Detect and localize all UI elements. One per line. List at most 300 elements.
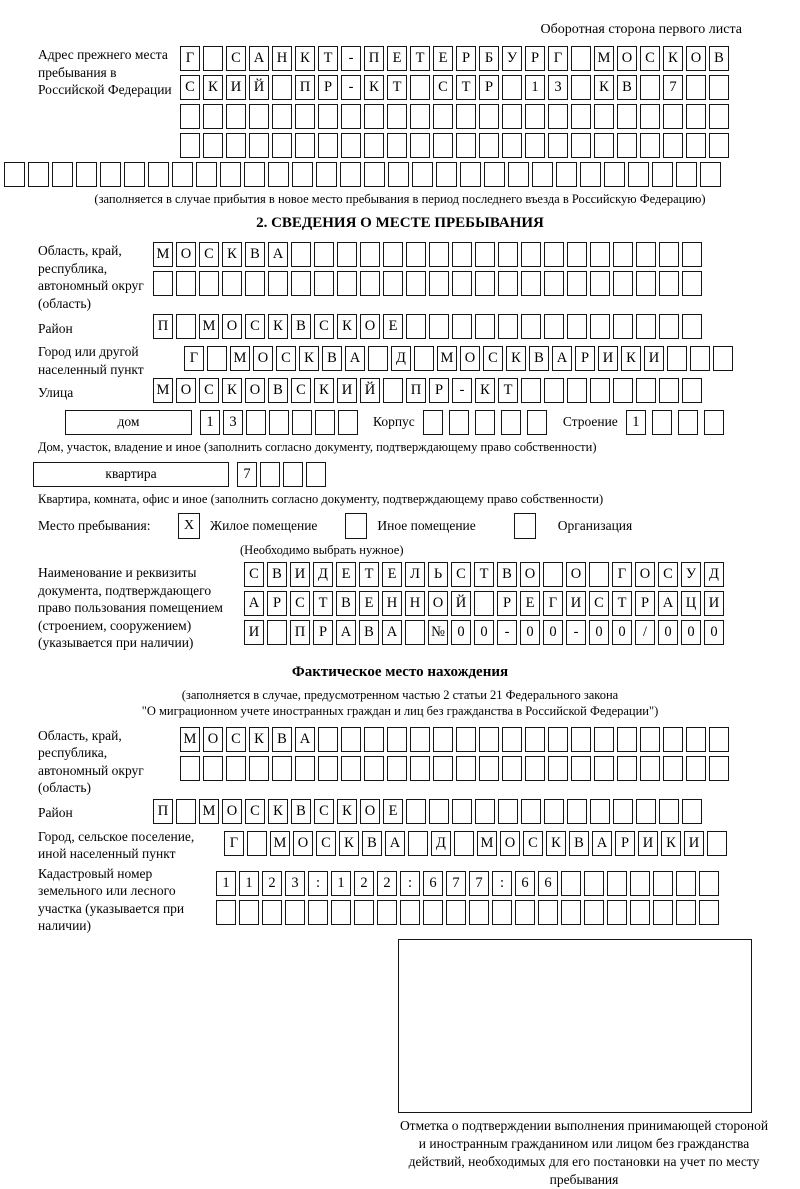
form-cell[interactable] <box>360 271 380 296</box>
form-cell[interactable] <box>663 727 683 752</box>
form-cell[interactable]: К <box>594 75 614 100</box>
form-cell[interactable]: О <box>428 591 448 616</box>
form-cell[interactable] <box>196 162 217 187</box>
form-cell[interactable]: И <box>226 75 246 100</box>
form-cell[interactable]: С <box>316 831 336 856</box>
form-cell[interactable] <box>449 410 469 435</box>
form-cell[interactable] <box>283 462 303 487</box>
form-cell[interactable]: : <box>308 871 328 896</box>
form-cell[interactable] <box>521 242 541 267</box>
form-cell[interactable] <box>433 756 453 781</box>
form-cell[interactable] <box>571 104 591 129</box>
form-cell[interactable]: О <box>500 831 520 856</box>
form-cell[interactable] <box>400 900 420 925</box>
form-cell[interactable]: И <box>638 831 658 856</box>
form-cell[interactable] <box>268 162 289 187</box>
form-cell[interactable]: 1 <box>626 410 646 435</box>
form-cell[interactable] <box>636 799 656 824</box>
form-cell[interactable] <box>383 242 403 267</box>
form-cell[interactable]: 2 <box>377 871 397 896</box>
form-cell[interactable]: К <box>222 378 242 403</box>
form-cell[interactable] <box>640 756 660 781</box>
form-cell[interactable]: С <box>291 378 311 403</box>
form-cell[interactable]: С <box>199 378 219 403</box>
form-cell[interactable] <box>567 271 587 296</box>
form-cell[interactable]: И <box>566 591 586 616</box>
form-cell[interactable]: К <box>337 314 357 339</box>
form-cell[interactable] <box>341 133 361 158</box>
form-cell[interactable]: В <box>245 242 265 267</box>
form-cell[interactable] <box>341 756 361 781</box>
form-cell[interactable] <box>331 900 351 925</box>
form-cell[interactable] <box>676 900 696 925</box>
form-cell[interactable] <box>502 75 522 100</box>
form-cell[interactable] <box>176 271 196 296</box>
form-cell[interactable]: Г <box>184 346 204 371</box>
form-cell[interactable]: Д <box>704 562 724 587</box>
form-cell[interactable] <box>306 462 326 487</box>
form-cell[interactable] <box>337 271 357 296</box>
form-cell[interactable] <box>246 410 266 435</box>
form-cell[interactable]: 6 <box>423 871 443 896</box>
form-cell[interactable]: Т <box>498 378 518 403</box>
form-cell[interactable]: С <box>314 799 334 824</box>
form-cell[interactable] <box>502 727 522 752</box>
form-cell[interactable]: С <box>314 314 334 339</box>
form-cell[interactable] <box>636 314 656 339</box>
form-cell[interactable]: А <box>592 831 612 856</box>
form-cell[interactable] <box>244 162 265 187</box>
form-cell[interactable]: А <box>658 591 678 616</box>
form-cell[interactable] <box>544 799 564 824</box>
form-cell[interactable] <box>709 75 729 100</box>
form-cell[interactable] <box>475 271 495 296</box>
form-cell[interactable] <box>652 162 673 187</box>
form-cell[interactable]: С <box>226 46 246 71</box>
form-cell[interactable]: В <box>497 562 517 587</box>
form-cell[interactable] <box>713 346 733 371</box>
form-cell[interactable]: И <box>337 378 357 403</box>
form-cell[interactable] <box>295 104 315 129</box>
form-cell[interactable] <box>52 162 73 187</box>
form-cell[interactable]: 1 <box>239 871 259 896</box>
form-cell[interactable] <box>640 75 660 100</box>
form-cell[interactable] <box>446 900 466 925</box>
form-cell[interactable]: С <box>451 562 471 587</box>
form-cell[interactable]: М <box>437 346 457 371</box>
form-cell[interactable] <box>433 133 453 158</box>
form-cell[interactable] <box>525 727 545 752</box>
form-cell[interactable]: Р <box>635 591 655 616</box>
form-cell[interactable]: М <box>180 727 200 752</box>
form-cell[interactable]: К <box>337 799 357 824</box>
form-cell[interactable]: 1 <box>331 871 351 896</box>
form-cell[interactable]: Г <box>543 591 563 616</box>
form-cell[interactable] <box>548 727 568 752</box>
form-cell[interactable] <box>364 133 384 158</box>
form-cell[interactable]: В <box>709 46 729 71</box>
form-cell[interactable] <box>604 162 625 187</box>
form-cell[interactable]: М <box>270 831 290 856</box>
form-cell[interactable]: О <box>360 314 380 339</box>
form-cell[interactable]: 7 <box>446 871 466 896</box>
form-cell[interactable] <box>410 104 430 129</box>
form-cell[interactable]: С <box>658 562 678 587</box>
form-cell[interactable] <box>318 133 338 158</box>
form-cell[interactable] <box>220 162 241 187</box>
form-cell[interactable]: Е <box>336 562 356 587</box>
form-cell[interactable] <box>452 242 472 267</box>
form-cell[interactable]: 0 <box>681 620 701 645</box>
form-cell[interactable]: С <box>226 727 246 752</box>
form-cell[interactable] <box>469 900 489 925</box>
form-cell[interactable]: Е <box>383 799 403 824</box>
form-cell[interactable] <box>617 756 637 781</box>
form-cell[interactable] <box>580 162 601 187</box>
form-cell[interactable] <box>291 271 311 296</box>
form-cell[interactable] <box>383 271 403 296</box>
form-cell[interactable]: М <box>153 378 173 403</box>
form-cell[interactable]: А <box>295 727 315 752</box>
form-cell[interactable] <box>659 242 679 267</box>
form-cell[interactable]: О <box>253 346 273 371</box>
form-cell[interactable] <box>124 162 145 187</box>
form-cell[interactable]: Т <box>410 46 430 71</box>
form-cell[interactable] <box>340 162 361 187</box>
form-cell[interactable] <box>239 900 259 925</box>
form-cell[interactable]: К <box>299 346 319 371</box>
form-cell[interactable] <box>508 162 529 187</box>
form-cell[interactable] <box>406 242 426 267</box>
form-cell[interactable]: К <box>268 799 288 824</box>
form-cell[interactable] <box>544 271 564 296</box>
form-cell[interactable] <box>292 410 312 435</box>
form-cell[interactable]: 0 <box>704 620 724 645</box>
form-cell[interactable] <box>709 104 729 129</box>
form-cell[interactable] <box>475 242 495 267</box>
form-cell[interactable] <box>406 314 426 339</box>
form-cell[interactable]: А <box>336 620 356 645</box>
form-cell[interactable]: И <box>290 562 310 587</box>
form-cell[interactable] <box>272 756 292 781</box>
form-cell[interactable]: Р <box>429 378 449 403</box>
form-cell[interactable] <box>180 104 200 129</box>
form-cell[interactable]: К <box>661 831 681 856</box>
form-cell[interactable] <box>636 378 656 403</box>
form-cell[interactable] <box>460 162 481 187</box>
form-cell[interactable] <box>388 162 409 187</box>
form-cell[interactable] <box>515 900 535 925</box>
form-cell[interactable]: : <box>400 871 420 896</box>
form-cell[interactable]: С <box>199 242 219 267</box>
form-cell[interactable]: А <box>345 346 365 371</box>
form-cell[interactable]: Н <box>272 46 292 71</box>
form-cell[interactable]: С <box>290 591 310 616</box>
form-cell[interactable]: Р <box>575 346 595 371</box>
form-cell[interactable] <box>207 346 227 371</box>
form-cell[interactable]: И <box>244 620 264 645</box>
form-cell[interactable] <box>613 799 633 824</box>
form-cell[interactable] <box>383 378 403 403</box>
form-cell[interactable]: Ц <box>681 591 701 616</box>
form-cell[interactable] <box>176 799 196 824</box>
form-cell[interactable] <box>584 871 604 896</box>
form-cell[interactable]: К <box>663 46 683 71</box>
form-cell[interactable] <box>100 162 121 187</box>
form-cell[interactable] <box>249 133 269 158</box>
form-cell[interactable]: Е <box>433 46 453 71</box>
form-cell[interactable] <box>479 104 499 129</box>
form-cell[interactable]: С <box>276 346 296 371</box>
form-cell[interactable]: И <box>644 346 664 371</box>
form-cell[interactable] <box>176 314 196 339</box>
form-cell[interactable] <box>484 162 505 187</box>
form-cell[interactable] <box>525 133 545 158</box>
form-cell[interactable]: М <box>594 46 614 71</box>
form-cell[interactable] <box>341 104 361 129</box>
form-cell[interactable]: К <box>222 242 242 267</box>
form-cell[interactable] <box>423 410 443 435</box>
form-cell[interactable]: М <box>477 831 497 856</box>
form-cell[interactable] <box>4 162 25 187</box>
form-cell[interactable] <box>492 900 512 925</box>
form-cell[interactable]: А <box>249 46 269 71</box>
form-cell[interactable]: К <box>546 831 566 856</box>
form-cell[interactable]: 3 <box>285 871 305 896</box>
form-cell[interactable] <box>544 242 564 267</box>
form-cell[interactable]: Й <box>360 378 380 403</box>
form-cell[interactable] <box>260 462 280 487</box>
form-cell[interactable] <box>590 378 610 403</box>
form-cell[interactable] <box>203 46 223 71</box>
form-cell[interactable] <box>617 727 637 752</box>
form-cell[interactable] <box>613 271 633 296</box>
form-cell[interactable] <box>686 727 706 752</box>
form-cell[interactable] <box>410 727 430 752</box>
form-cell[interactable] <box>268 271 288 296</box>
form-cell[interactable] <box>76 162 97 187</box>
zhiloe-checkbox[interactable]: X <box>178 513 200 539</box>
form-cell[interactable] <box>663 104 683 129</box>
form-cell[interactable] <box>226 756 246 781</box>
form-cell[interactable]: В <box>291 314 311 339</box>
form-cell[interactable]: Н <box>405 591 425 616</box>
form-cell[interactable]: П <box>153 799 173 824</box>
form-cell[interactable] <box>368 346 388 371</box>
form-cell[interactable]: С <box>245 314 265 339</box>
form-cell[interactable] <box>414 346 434 371</box>
form-cell[interactable] <box>594 104 614 129</box>
form-cell[interactable] <box>682 314 702 339</box>
form-cell[interactable]: 0 <box>520 620 540 645</box>
form-cell[interactable] <box>308 900 328 925</box>
form-cell[interactable]: Т <box>387 75 407 100</box>
form-cell[interactable] <box>247 831 267 856</box>
form-cell[interactable]: Е <box>383 314 403 339</box>
form-cell[interactable]: О <box>222 314 242 339</box>
form-cell[interactable]: О <box>617 46 637 71</box>
form-cell[interactable]: В <box>272 727 292 752</box>
form-cell[interactable] <box>561 871 581 896</box>
form-cell[interactable]: О <box>635 562 655 587</box>
form-cell[interactable]: - <box>497 620 517 645</box>
form-cell[interactable]: Й <box>451 591 471 616</box>
form-cell[interactable] <box>456 727 476 752</box>
form-cell[interactable] <box>525 104 545 129</box>
form-cell[interactable] <box>613 314 633 339</box>
form-cell[interactable] <box>590 314 610 339</box>
form-cell[interactable] <box>607 900 627 925</box>
form-cell[interactable]: П <box>364 46 384 71</box>
form-cell[interactable] <box>498 242 518 267</box>
form-cell[interactable]: Е <box>359 591 379 616</box>
form-cell[interactable] <box>617 104 637 129</box>
form-cell[interactable]: С <box>180 75 200 100</box>
form-cell[interactable]: Д <box>391 346 411 371</box>
form-cell[interactable]: К <box>506 346 526 371</box>
form-cell[interactable] <box>295 756 315 781</box>
form-cell[interactable] <box>410 133 430 158</box>
form-cell[interactable]: 0 <box>451 620 471 645</box>
form-cell[interactable]: Е <box>387 46 407 71</box>
form-cell[interactable] <box>538 900 558 925</box>
form-cell[interactable] <box>245 271 265 296</box>
form-cell[interactable] <box>659 271 679 296</box>
form-cell[interactable] <box>410 75 430 100</box>
form-cell[interactable] <box>607 871 627 896</box>
form-cell[interactable]: М <box>199 799 219 824</box>
form-cell[interactable]: № <box>428 620 448 645</box>
form-cell[interactable] <box>682 799 702 824</box>
form-cell[interactable] <box>521 378 541 403</box>
form-cell[interactable] <box>456 133 476 158</box>
form-cell[interactable] <box>700 162 721 187</box>
form-cell[interactable]: 2 <box>262 871 282 896</box>
form-cell[interactable] <box>377 900 397 925</box>
form-cell[interactable]: С <box>589 591 609 616</box>
form-cell[interactable] <box>433 104 453 129</box>
form-cell[interactable]: С <box>483 346 503 371</box>
form-cell[interactable] <box>295 133 315 158</box>
form-cell[interactable]: В <box>569 831 589 856</box>
form-cell[interactable]: О <box>520 562 540 587</box>
form-cell[interactable]: Р <box>267 591 287 616</box>
form-cell[interactable] <box>272 104 292 129</box>
form-cell[interactable] <box>456 104 476 129</box>
form-cell[interactable] <box>364 727 384 752</box>
form-cell[interactable] <box>364 756 384 781</box>
form-cell[interactable] <box>617 133 637 158</box>
form-cell[interactable]: Д <box>313 562 333 587</box>
form-cell[interactable]: 1 <box>200 410 220 435</box>
form-cell[interactable]: 2 <box>354 871 374 896</box>
form-cell[interactable] <box>548 756 568 781</box>
form-cell[interactable]: / <box>635 620 655 645</box>
form-cell[interactable]: П <box>153 314 173 339</box>
form-cell[interactable] <box>663 133 683 158</box>
form-cell[interactable]: - <box>566 620 586 645</box>
form-cell[interactable]: И <box>684 831 704 856</box>
form-cell[interactable] <box>527 410 547 435</box>
form-cell[interactable] <box>360 242 380 267</box>
form-cell[interactable] <box>405 620 425 645</box>
form-cell[interactable] <box>364 104 384 129</box>
form-cell[interactable]: С <box>433 75 453 100</box>
form-cell[interactable] <box>521 314 541 339</box>
form-cell[interactable]: 3 <box>548 75 568 100</box>
form-cell[interactable] <box>676 871 696 896</box>
form-cell[interactable] <box>544 314 564 339</box>
form-cell[interactable] <box>410 756 430 781</box>
form-cell[interactable] <box>354 900 374 925</box>
form-cell[interactable] <box>452 314 472 339</box>
form-cell[interactable]: О <box>360 799 380 824</box>
form-cell[interactable]: О <box>222 799 242 824</box>
form-cell[interactable] <box>636 242 656 267</box>
form-cell[interactable] <box>387 756 407 781</box>
form-cell[interactable] <box>567 242 587 267</box>
form-cell[interactable]: 3 <box>223 410 243 435</box>
form-cell[interactable]: С <box>245 799 265 824</box>
form-cell[interactable]: Г <box>548 46 568 71</box>
form-cell[interactable] <box>28 162 49 187</box>
form-cell[interactable]: К <box>621 346 641 371</box>
form-cell[interactable]: А <box>268 242 288 267</box>
form-cell[interactable] <box>148 162 169 187</box>
form-cell[interactable] <box>636 271 656 296</box>
form-cell[interactable] <box>707 831 727 856</box>
form-cell[interactable] <box>314 242 334 267</box>
form-cell[interactable]: А <box>382 620 402 645</box>
form-cell[interactable]: Е <box>520 591 540 616</box>
form-cell[interactable] <box>525 756 545 781</box>
form-cell[interactable]: П <box>295 75 315 100</box>
form-cell[interactable] <box>479 756 499 781</box>
form-cell[interactable]: Г <box>224 831 244 856</box>
form-cell[interactable] <box>436 162 457 187</box>
form-cell[interactable]: Т <box>456 75 476 100</box>
form-cell[interactable] <box>556 162 577 187</box>
form-cell[interactable] <box>548 133 568 158</box>
form-cell[interactable] <box>628 162 649 187</box>
form-cell[interactable]: В <box>336 591 356 616</box>
form-cell[interactable] <box>456 756 476 781</box>
form-cell[interactable] <box>314 271 334 296</box>
form-cell[interactable]: Е <box>382 562 402 587</box>
inoe-checkbox[interactable] <box>345 513 367 539</box>
form-cell[interactable] <box>571 727 591 752</box>
form-cell[interactable] <box>678 410 698 435</box>
form-cell[interactable] <box>686 756 706 781</box>
form-cell[interactable]: В <box>268 378 288 403</box>
form-cell[interactable]: К <box>364 75 384 100</box>
form-cell[interactable] <box>640 727 660 752</box>
form-cell[interactable]: В <box>617 75 637 100</box>
form-cell[interactable] <box>699 900 719 925</box>
form-cell[interactable]: Т <box>359 562 379 587</box>
form-cell[interactable]: А <box>244 591 264 616</box>
form-cell[interactable]: М <box>199 314 219 339</box>
form-cell[interactable]: Р <box>318 75 338 100</box>
form-cell[interactable]: К <box>314 378 334 403</box>
form-cell[interactable]: С <box>640 46 660 71</box>
form-cell[interactable]: Р <box>497 591 517 616</box>
form-cell[interactable] <box>262 900 282 925</box>
form-cell[interactable]: Р <box>456 46 476 71</box>
form-cell[interactable] <box>226 133 246 158</box>
form-cell[interactable] <box>613 242 633 267</box>
form-cell[interactable] <box>589 562 609 587</box>
